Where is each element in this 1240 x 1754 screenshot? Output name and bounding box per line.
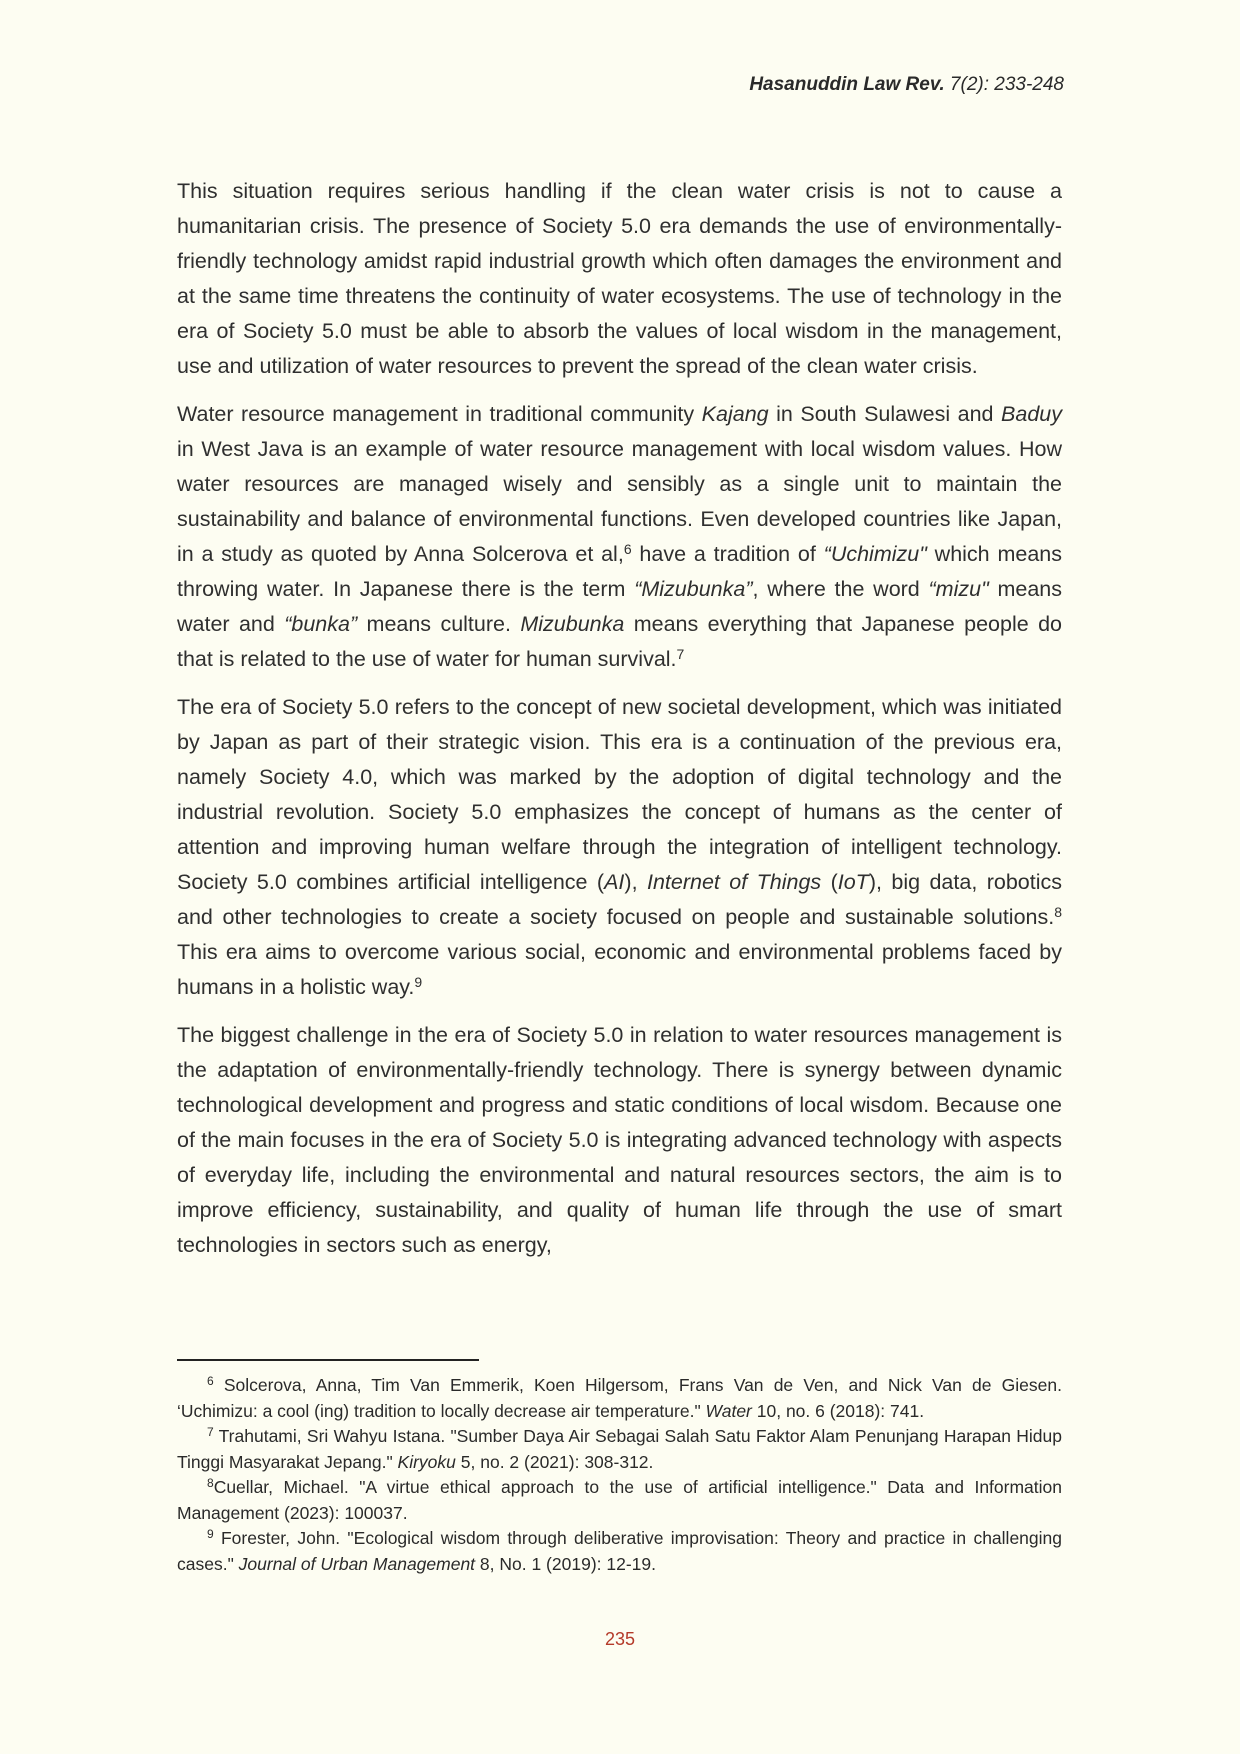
footnote-text: 5, no. 2 (2021): 308-312. bbox=[455, 1451, 654, 1472]
p2-text-7: means water and bbox=[177, 577, 1062, 636]
term-mizubunka-quoted: “Mizubunka” bbox=[634, 577, 753, 601]
footnote-6 bbox=[177, 1373, 1062, 1424]
p3-text-1: The era of Society 5.0 refers to the concept of new societal development, which was initiated by Japan as part of their strategic vision. This era is a continuation of the previous era, namely Society 4.0, which was marked by the adoption of digital technology and the industrial revolution. Society 5.0 emphasizes the concept of humans as the center of attention and improving human welfare through the integration of intelligent technology. Society 5.0 combines artificial intelligence ( bbox=[177, 695, 1062, 894]
p2-text-9: means everything that Japanese people do that is related to the use of water for human survival. bbox=[177, 612, 1062, 671]
footnote-journal: Water bbox=[705, 1400, 752, 1421]
footnote-text: 8, No. 1 (2019): 12-19. bbox=[475, 1553, 656, 1574]
journal-citation: 7(2): 233-248 bbox=[949, 74, 1064, 95]
footnote-text: 10, no. 6 (2018): 741. bbox=[751, 1400, 925, 1421]
footnote-text: Solcerova, Anna, Tim Van Emmerik, Koen Hilgersom, Frans Van de Ven, and Nick Van de Giesen. ‘Uchimizu: a cool (ing) tradition to locally decrease air temperature." bbox=[177, 1375, 1062, 1421]
term-kajang: Kajang bbox=[701, 402, 769, 426]
p2-text-6: , where the word bbox=[752, 577, 929, 601]
p3-text-5: This era aims to overcome various social, economic and environmental problems faced by humans in a holistic way. bbox=[177, 940, 1062, 999]
footnote-number: 7 bbox=[207, 1425, 214, 1439]
p3-text-4: ), big data, robotics and other technologies to create a society focused on people and sustainable solutions. bbox=[177, 870, 1062, 929]
term-ai: AI bbox=[604, 870, 625, 894]
p2-text-3: in West Java is an example of water resource management with local wisdom values. How water resources are managed wisely and sensibly as a single unit to maintain the sustainability and balance of environmental functions. Even developed countries like Japan, in a study as quoted by Anna Solcerova et al, bbox=[177, 437, 1062, 566]
journal-title: Hasanuddin Law Rev. bbox=[749, 74, 945, 95]
footnote-ref-6[interactable]: 6 bbox=[623, 541, 632, 557]
p2-text-4: have a tradition of bbox=[631, 542, 824, 566]
p2-text-2: in South Sulawesi and bbox=[768, 402, 1002, 426]
footnote-number: 8 bbox=[207, 1476, 214, 1490]
p3-text-2: ), bbox=[624, 870, 647, 894]
footnote-9 bbox=[177, 1526, 1062, 1577]
footnote-divider bbox=[177, 1359, 479, 1361]
footnote-text: Cuellar, Michael. "A virtue ethical approach to the use of artificial intelligence." Data and Information Management (2023): 100037. bbox=[177, 1477, 1062, 1523]
term-uchimizu: “Uchimizu" bbox=[823, 542, 927, 566]
term-mizubunka: Mizubunka bbox=[520, 612, 625, 636]
footnote-7 bbox=[177, 1424, 1062, 1475]
footnote-number: 6 bbox=[207, 1374, 214, 1388]
p2-text-5: which means throwing water. In Japanese there is the term bbox=[177, 542, 1062, 601]
paragraph-2 bbox=[177, 397, 1062, 677]
p3-text-3: ( bbox=[821, 870, 838, 894]
paragraph-3 bbox=[177, 690, 1062, 1005]
footnotes bbox=[177, 1373, 1062, 1577]
p2-text-8: means culture. bbox=[357, 612, 521, 636]
paragraph-4: The biggest challenge in the era of Society 5.0 in relation to water resources management is the adaptation of environmentally-friendly technology. There is synergy between dynamic technological development and progress and static conditions of local wisdom. Because one of the main focuses in the era of Society 5.0 is integrating advanced technology with aspects of everyday life, including the environmental and natural resources sectors, the aim is to improve efficiency, sustainability, and quality of human life through the use of smart technologies in sectors such as energy, bbox=[177, 1023, 1062, 1257]
footnote-ref-9[interactable]: 9 bbox=[414, 974, 423, 990]
footnote-text: Forester, John. "Ecological wisdom through deliberative improvisation: Theory and practice in challenging cases." bbox=[177, 1528, 1062, 1574]
term-iot: IoT bbox=[837, 870, 869, 894]
footnote-number: 9 bbox=[207, 1527, 214, 1541]
paragraph-1: This situation requires serious handling if the clean water crisis is not to cause a humanitarian crisis. The presence of Society 5.0 era demands the use of environmentally-friendly technology amidst rapid industrial growth which often damages the environment and at the same time threatens the continuity of water ecosystems. The use of technology in the era of Society 5.0 must be able to absorb the values of local wisdom in the management, use and utilization of water resources to prevent the spread of the clean water crisis. bbox=[177, 179, 1062, 378]
term-mizu: “mizu" bbox=[928, 577, 989, 601]
footnote-text: Trahutami, Sri Wahyu Istana. "Sumber Daya Air Sebagai Salah Satu Faktor Alam Penunjang Harapan Hidup Tinggi Masyarakat Jepang." bbox=[177, 1426, 1062, 1472]
running-head bbox=[749, 74, 1064, 96]
footnote-journal: Kiryoku bbox=[397, 1451, 456, 1472]
footnote-journal: Journal of Urban Management bbox=[238, 1553, 476, 1574]
page-number: 235 bbox=[604, 1629, 636, 1649]
term-bunka: “bunka” bbox=[284, 612, 358, 636]
term-baduy: Baduy bbox=[1001, 402, 1062, 426]
footnote-ref-8[interactable]: 8 bbox=[1054, 904, 1062, 920]
body-text bbox=[177, 174, 1062, 1276]
term-internet-of-things: Internet of Things bbox=[646, 870, 822, 894]
footnote-8 bbox=[177, 1475, 1062, 1526]
footnote-ref-7[interactable]: 7 bbox=[676, 646, 685, 662]
p2-text-1: Water resource management in traditional community bbox=[177, 402, 702, 426]
